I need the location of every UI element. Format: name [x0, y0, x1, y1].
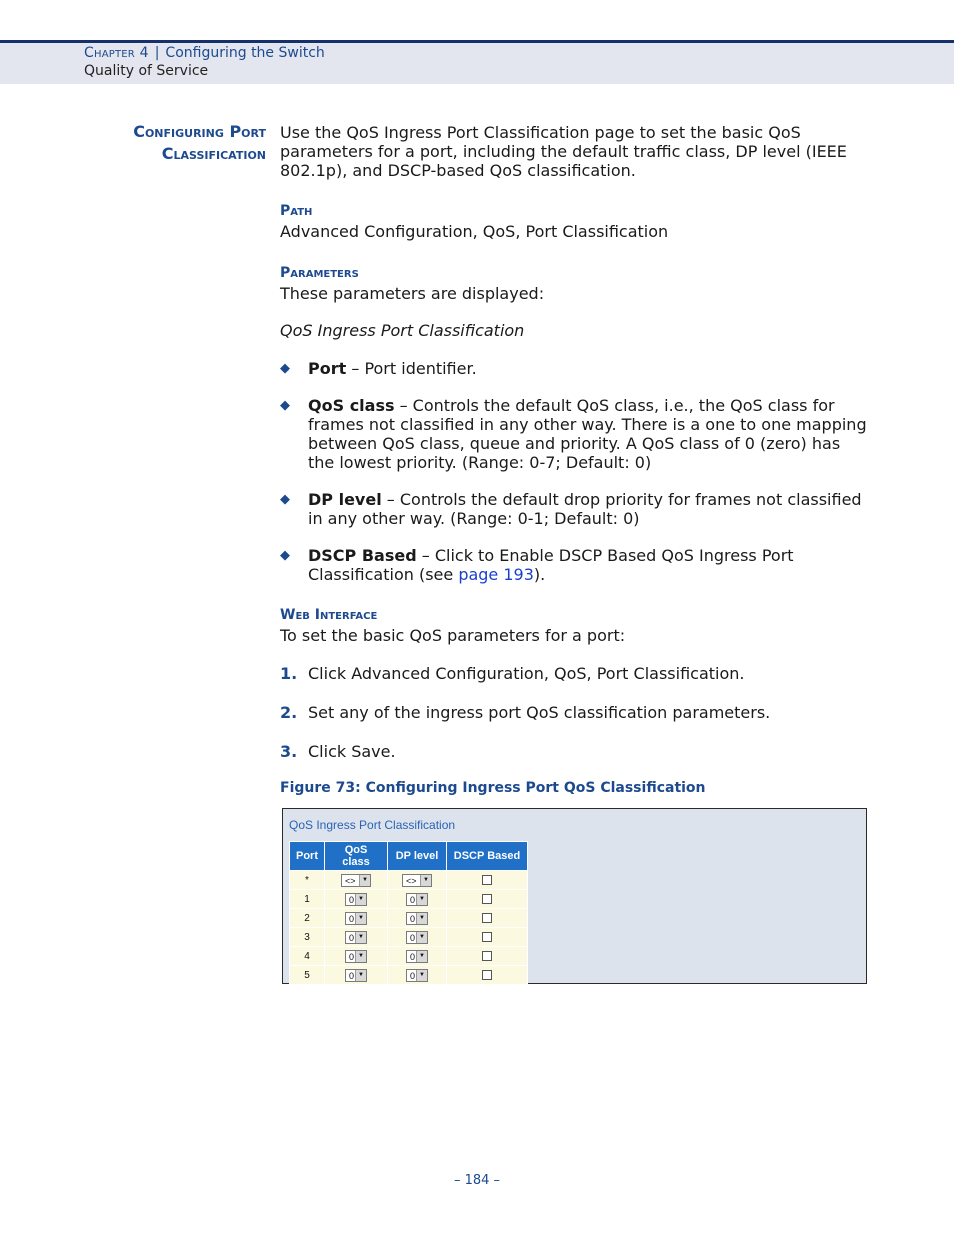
qos-class-select[interactable]: [345, 912, 367, 925]
running-header: [84, 45, 325, 61]
path-heading: Path: [280, 203, 313, 219]
port-cell: 1: [290, 890, 325, 909]
parameters-heading: Parameters: [280, 265, 359, 281]
qos-class-select[interactable]: [345, 893, 367, 906]
dp-level-select[interactable]: [402, 874, 432, 887]
dscp-based-checkbox[interactable]: [482, 932, 492, 942]
column-header-dp-level: DP level: [388, 842, 447, 871]
dropdown-arrow-icon: ▼: [420, 875, 431, 886]
diamond-bullet-icon: ◆: [280, 361, 290, 376]
select-value: 0: [349, 970, 355, 981]
dropdown-arrow-icon: ▼: [359, 875, 370, 886]
page-link[interactable]: page 193: [458, 565, 534, 584]
dscp-based-cell: [447, 947, 528, 966]
diamond-bullet-icon: ◆: [280, 548, 290, 563]
dscp-based-checkbox[interactable]: [482, 951, 492, 961]
dscp-based-checkbox[interactable]: [482, 970, 492, 980]
port-cell: *: [290, 871, 325, 890]
dp-level-select[interactable]: [406, 912, 428, 925]
select-value: 0: [410, 951, 416, 962]
table-row: [290, 909, 528, 928]
dropdown-arrow-icon: ▼: [416, 932, 427, 943]
table-row: [290, 871, 528, 890]
qos-class-select[interactable]: [345, 931, 367, 944]
dropdown-arrow-icon: ▼: [416, 894, 427, 905]
param-term: DP level: [308, 490, 382, 509]
qos-class-cell: [325, 871, 388, 890]
column-header-dscp-based: DSCP Based: [447, 842, 528, 871]
select-value: 0: [349, 951, 355, 962]
select-value: 0: [410, 894, 416, 905]
diamond-bullet-icon: ◆: [280, 492, 290, 507]
section-label: Quality of Service: [84, 63, 209, 79]
dscp-based-cell: [447, 890, 528, 909]
dp-level-select[interactable]: [406, 893, 428, 906]
dropdown-arrow-icon: ▼: [355, 951, 366, 962]
qos-class-select[interactable]: [345, 950, 367, 963]
table-row: [290, 890, 528, 909]
dp-level-cell: [388, 909, 447, 928]
dropdown-arrow-icon: ▼: [355, 913, 366, 924]
column-header-qos-class: QoS class: [325, 842, 388, 871]
select-value: 0: [349, 932, 355, 943]
param-term: DSCP Based: [308, 546, 417, 565]
intro-paragraph: Use the QoS Ingress Port Classification page to set the basic QoS parameters for a port, including the default traffic class, DP level (IEEE 802.1p), and DSCP-based QoS classification.: [280, 123, 847, 180]
step-number: 2.: [280, 703, 298, 722]
select-value: <>: [406, 875, 417, 886]
section-heading-line2: Classification: [161, 144, 266, 163]
param-term: QoS class: [308, 396, 395, 415]
param-desc: – Port identifier.: [346, 359, 477, 378]
param-item-dp-level: [280, 490, 870, 528]
param-desc: – Controls the default drop priority for frames not classified in any other way. (Range: 0-1; Default: 0): [308, 490, 862, 528]
param-term: Port: [308, 359, 347, 378]
qos-class-select[interactable]: [341, 874, 371, 887]
table-row: [290, 928, 528, 947]
dscp-based-cell: [447, 966, 528, 985]
qos-class-cell: [325, 966, 388, 985]
dropdown-arrow-icon: ▼: [416, 951, 427, 962]
dp-level-cell: [388, 890, 447, 909]
dp-level-select[interactable]: [406, 969, 428, 982]
step-number: 1.: [280, 664, 298, 683]
dscp-based-cell: [447, 928, 528, 947]
step-number: 3.: [280, 742, 298, 761]
param-desc-end: ).: [533, 565, 546, 584]
section-heading-line1: Configuring Port: [133, 122, 266, 141]
dp-level-select[interactable]: [406, 931, 428, 944]
qos-class-select[interactable]: [345, 969, 367, 982]
qos-class-cell: [325, 909, 388, 928]
table-row: [290, 966, 528, 985]
qos-table: [289, 841, 528, 985]
param-desc: – Controls the default QoS class, i.e., the QoS class for frames not classified in any other way. There is a one to one mapping between QoS class, queue and priority. A QoS class of 0 (zero) has the lowest priority. (Range: 0-7; Default: 0): [308, 396, 867, 472]
page-number: – 184 –: [453, 1173, 501, 1188]
column-header-port: Port: [290, 842, 325, 871]
param-item-port: [280, 359, 870, 378]
diamond-bullet-icon: ◆: [280, 398, 290, 413]
figure-title: QoS Ingress Port Classification: [289, 818, 456, 832]
dscp-based-cell: [447, 871, 528, 890]
table-header-row: [290, 842, 528, 871]
param-item-qos-class: [280, 396, 870, 472]
path-text: Advanced Configuration, QoS, Port Classification: [280, 222, 669, 241]
qos-class-cell: [325, 890, 388, 909]
port-cell: 3: [290, 928, 325, 947]
dscp-based-cell: [447, 909, 528, 928]
qos-class-cell: [325, 928, 388, 947]
table-row: [290, 947, 528, 966]
step-text: Click Save.: [308, 742, 396, 761]
dropdown-arrow-icon: ▼: [355, 932, 366, 943]
param-desc: – Click to Enable DSCP Based QoS Ingress Port Classification (see: [308, 546, 794, 584]
dp-level-cell: [388, 871, 447, 890]
header-separator: |: [154, 45, 160, 61]
select-value: 0: [349, 913, 355, 924]
port-cell: 4: [290, 947, 325, 966]
web-interface-text: To set the basic QoS parameters for a port:: [280, 626, 626, 645]
chapter-title: Configuring the Switch: [165, 45, 325, 61]
dp-level-cell: [388, 947, 447, 966]
select-value: 0: [349, 894, 355, 905]
param-item-dscp-based: [280, 546, 870, 584]
select-value: 0: [410, 913, 416, 924]
section-heading: [46, 121, 266, 165]
select-value: <>: [345, 875, 356, 886]
figure-caption: Figure 73: Configuring Ingress Port QoS Classification: [280, 780, 706, 796]
select-value: 0: [410, 970, 416, 981]
step-text: Set any of the ingress port QoS classification parameters.: [308, 703, 771, 722]
qos-class-cell: [325, 947, 388, 966]
parameters-text: These parameters are displayed:: [280, 284, 545, 303]
parameters-subheading: QoS Ingress Port Classification: [280, 321, 525, 340]
step-text: Click Advanced Configuration, QoS, Port Classification.: [308, 664, 745, 683]
select-value: 0: [410, 932, 416, 943]
figure-screenshot: [282, 808, 867, 984]
dropdown-arrow-icon: ▼: [355, 970, 366, 981]
dscp-based-checkbox[interactable]: [482, 894, 492, 904]
dropdown-arrow-icon: ▼: [416, 913, 427, 924]
dp-level-cell: [388, 928, 447, 947]
port-cell: 2: [290, 909, 325, 928]
dropdown-arrow-icon: ▼: [416, 970, 427, 981]
dscp-based-checkbox[interactable]: [482, 913, 492, 923]
chapter-label: Chapter 4: [84, 45, 149, 61]
dropdown-arrow-icon: ▼: [355, 894, 366, 905]
dp-level-cell: [388, 966, 447, 985]
dscp-based-checkbox[interactable]: [482, 875, 492, 885]
port-cell: 5: [290, 966, 325, 985]
dp-level-select[interactable]: [406, 950, 428, 963]
web-interface-heading: Web Interface: [280, 607, 378, 623]
